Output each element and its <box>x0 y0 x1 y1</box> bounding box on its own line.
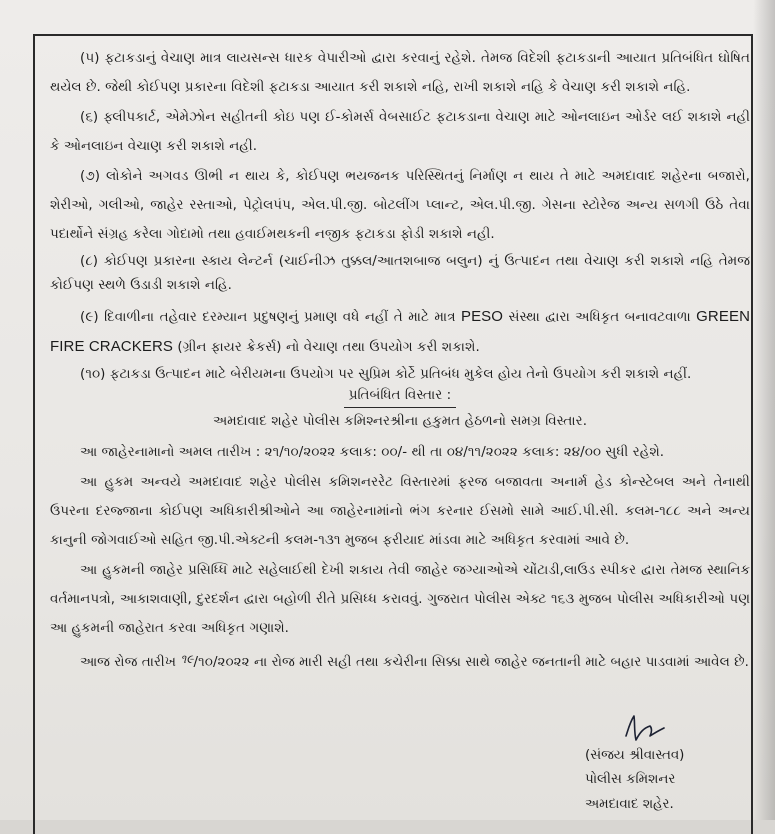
clause-10: (૧૦) ફટાકડા ઉત્પાદન માટે બેરીયમના ઉપયોગ પર સુપ્રિમ કોર્ટે પ્રતિબંધ મુકેલ હોય તેનો ઉપયોગ કરી શકાશે નહીં. <box>80 367 692 382</box>
restricted-area-heading: પ્રતિબંધિત વિસ્તાર : <box>344 385 456 408</box>
clause-9 <box>50 302 750 362</box>
effective-period: આ જાહેરનામાનો અમલ તારીખ : ૨૧/૧૦/૨૦૨૨ કલાક: ૦૦/- થી તા ૦૪/૧૧/૨૦૨૨ કલાક: ૨૪/૦૦ સુધી રહેશે. <box>80 445 665 460</box>
page-edge-shadow <box>753 0 775 820</box>
clause-6: (૬) ફ્લીપકાર્ટ, એમેઝોન સહીતની કોઇ પણ ઈ-કોમર્સ વેબસાઈટ ફટાકડાના વેચાણ માટે ઓનલાઇન ઓર્ડર લઈ શકાશે નહી કે ઓનલાઇન વેચાણ કરી શકાશે નહી. <box>50 110 750 154</box>
authority-paragraph: આ હુકમ અન્વયે અમદાવાદ શહેર પોલીસ કમિશનરરેટ વિસ્તારમાં ફરજ બજાવતા અનાર્મ હેડ કોન્સ્ટેબલ અને તેનાથી ઉપરના દરજ્જાના કોઈપણ અધિકારીશ્રીઓને આ જાહેરનામાંનો ભંગ કરનાર ઈસમો સામે આઈ.પી.સી. કલમ-૧૮૮ અને અન્ય કાનુની જોગવાઈઓ સહિત જી.પી.એક્ટની કલમ-૧૩૧ મુજબ ફરીયાદ માંડવા માટે અધિકૃત કરવામાં આવે છે. <box>50 475 750 548</box>
issued-text-a: આજ રોજ તારીખ <box>80 655 181 670</box>
publicity-paragraph: આ હુકમની જાહેર પ્રસિધ્ધિ માટે સહેલાઈથી દેખી શકાય તેવી જાહેર જગ્યાઓએ ચોંટાડી,લાઉડ સ્પીકર દ્વારા તેમજ સ્થાનિક વર્તમાનપત્રો, આકાશવાણી, દુરદર્શન દ્વારા બહોળી રીતે પ્રસિધ્ધ કરાવવું. ગુજરાત પોલીસ એક્ટ ૧૬૩ મુજબ પોલીસ અધિકારીઓ પણ આ હુકમની જાહેરાત કરવા અધિકૃત ગણાશે. <box>50 563 750 636</box>
peso-label: PESO <box>460 308 504 325</box>
green-crackers-label: GREEN FIRE CRACKERS <box>50 308 750 355</box>
clause-9-text-b: સંસ્થા દ્વારા અધિકૃત બનાવટવાળા <box>503 310 697 325</box>
clause-9-text-a: (૯) દિવાળીના તહેવાર દરમ્યાન પ્રદુષણનું પ્રમાણ વધે નહીં તે માટે માત્ર <box>80 310 461 325</box>
issued-text-b: /૧૦/૨૦૨૨ ના રોજ મારી સહી તથા કચેરીના સિક્કા સાથે જાહેર જનતાની માટે બહાર પાડવામાં આવેલ છે. <box>193 655 749 670</box>
handwritten-signature <box>620 710 668 744</box>
signatory-office: અમદાવાદ શહેર. <box>585 797 674 812</box>
restricted-area-heading-wrap <box>50 385 750 408</box>
clause-8: (૮) કોઈપણ પ્રકારના સ્કાય લેન્ટર્ન (ચાઈનીઝ તુક્કલ/આતશબાજ બલુન) નું ઉત્પાદન તથા વેચાણ કરી શકાશે નહિ તેમજ કોઈપણ સ્થળે ઉડાડી શકાશે નહિ. <box>50 254 750 293</box>
restricted-area-text: અમદાવાદ શહેર પોલીસ કમિશ્નરશ્રીના હકુમત હેઠળનો સમગ્ર વિસ્તાર. <box>212 414 588 429</box>
signatory-name: (સંજય શ્રીવાસ્તવ) <box>585 748 685 763</box>
order-body <box>50 44 750 677</box>
issued-day-handwritten: ૧૯ <box>180 652 194 666</box>
signatory-designation: પોલીસ કમિશનર <box>585 772 676 787</box>
clause-9-text-c: (ગ્રીન ફાયર ક્રેકર્સ) નો વેચાણ તથા ઉપયોગ કરી શકાશે. <box>173 340 480 355</box>
clause-5: (૫) ફટાકડાનું વેચાણ માત્ર લાયસન્સ ધારક વેપારીઓ દ્વારા કરવાનું રહેશે. તેમજ વિદેશી ફટાકડાની આયાત પ્રતિબંધિત ઘોષિત થયેલ છે. જેથી કોઈપણ પ્રકારના વિદેશી ફટાકડા આયાત કરી શકાશે નહિ, રાખી શકાશે નહિ કે વેચાણ કરી શકાશે નહિ. <box>50 51 750 95</box>
clause-7: (૭) લોકોને અગવડ ઊભી ન થાય કે, કોઈપણ ભયજનક પરિસ્થિતનું નિર્માણ ન થાય તે માટે અમદાવાદ શહેરના બજારો, શેરીઓ, ગલીઓ, જાહેર રસ્તાઓ, પેટ્રોલપંપ, એલ.પી.જી. બોટલીંગ પ્લાન્ટ, એલ.પી.જી. ગેસના સ્ટોરેજ અન્ય સળગી ઉઠે તેવા પદાર્થોને સંગ્રહ કરેલા ગોદામો તથા હવાઈમથકની નજીક ફટાકડા ફોડી શકાશે નહી. <box>50 169 750 242</box>
issued-paragraph <box>50 645 750 677</box>
